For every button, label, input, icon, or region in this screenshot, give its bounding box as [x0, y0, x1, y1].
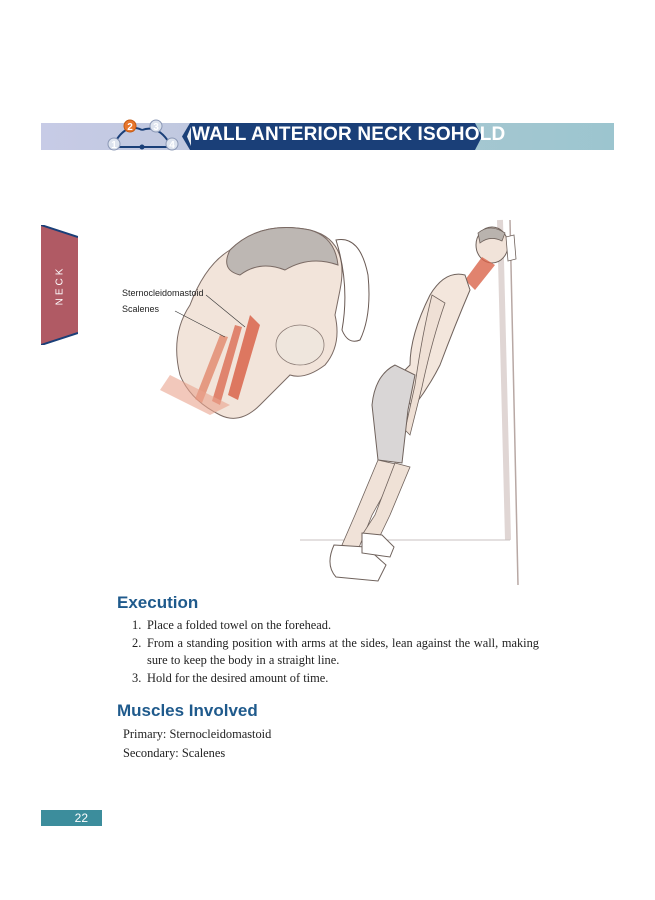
execution-steps [132, 617, 539, 688]
stage-4-label: 4 [169, 140, 175, 151]
closeup-head [160, 228, 369, 419]
stage-2-label: 2 [127, 122, 133, 133]
side-tab-label: NECK [54, 265, 66, 305]
title-box [182, 123, 506, 150]
page-number: 22 [41, 810, 102, 826]
step-text: From a standing position with arms at the sides, lean against the wall, making sure to keep the body in a straight line. [147, 636, 539, 667]
label-scalenes: Scalenes [122, 304, 160, 314]
secondary-muscle: Secondary: Scalenes [123, 745, 226, 760]
label-sternocleidomastoid: Sternocleidomastoid [122, 288, 204, 298]
muscles-heading: Muscles Involved [117, 701, 258, 720]
step-text: Hold for the desired amount of time. [147, 671, 329, 685]
stage-1-label: 1 [111, 140, 117, 151]
step-text: Place a folded towel on the forehead. [147, 618, 332, 632]
list-item: 1. Place a folded towel on the forehead. [132, 618, 332, 632]
stage-3-label: 3 [153, 122, 159, 133]
list-item: 2. From a standing position with arms at the sides, lean against the wall, making sure to keep the body in a straight line. [132, 636, 539, 667]
list-item: 3. Hold for the desired amount of time. [132, 671, 329, 685]
muscles-list [123, 725, 271, 762]
stage-progress-icon [102, 116, 182, 161]
page-title: WALL ANTERIOR NECK ISOHOLD [192, 124, 506, 145]
exercise-illustration [110, 215, 530, 595]
primary-muscle: Primary: Sternocleidomastoid [123, 727, 272, 741]
execution-heading: Execution [117, 593, 199, 612]
